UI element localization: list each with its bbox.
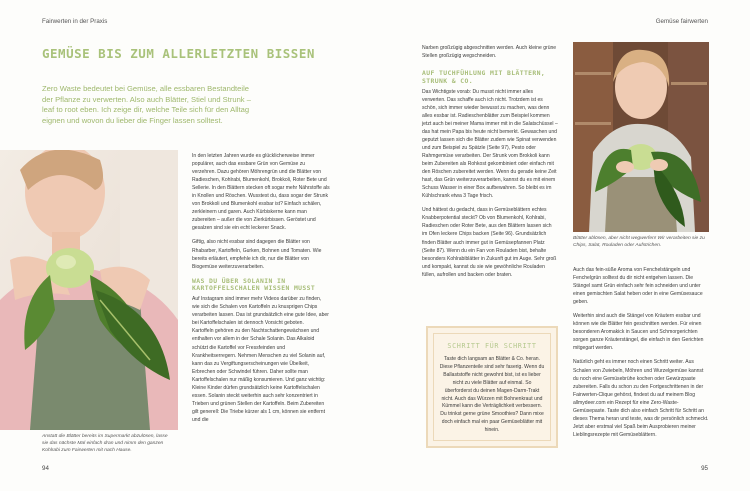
page-number-right: 95	[701, 465, 708, 472]
body-paragraph: Und hättest du gedacht, dass in Gemüseblättern echtes Knabberpotential steckt? Ob von Blumenkohl, Kohlrabi, Radieschen oder Roter Bete, aus den Blättern lassen sich im Ofen leckere Chips backen (Seite 96). Grundsätzlich finden Blätter auch immer gut in Gemüsepfannen Platz (Seite 87). Wenn du ein Fan von Rouladen bist, behalte besonders Kohlrabiblätter in Zukunft gut im Auge. Sehr groß und kompakt, kannst du sie wie gewöhnliche Rouladen füllen, aufrollen und backen oder braten.	[422, 207, 557, 278]
greens-photo-illustration	[573, 42, 709, 232]
body-paragraph: Natürlich geht es immer noch einen Schritt weiter. Aus Schalen von Zwiebeln, Möhren und Wurzelgemüse kannst du noch eine Gemüsebrühe kochen oder Gewürzpaste zubereiten. Falls du schon zu den Fortgeschrittenen in der Fairwerten-Clique gehörst, findest du auf meinem Blog allmydeer.com ein Rezept für eine Zero-Waste-Gemüsepaste. Taste dich also einfach Schritt für Schritt an dieses Thema heran und teste, was dir persönlich schmeckt. Jetzt aber erstmal viel Spaß beim Ausprobieren meiner Lieblingsrezepte mit Gemüseblättern.	[573, 359, 709, 438]
tip-text: Taste dich langsam an Blätter & Co. heran. Diese Pflanzenteile sind sehr faserig. Wenn du Ballaststoffe nicht gewohnt bist, ist es lieber nicht zu viele Blätter auf einmal. So überforderst du deinen Magen-Darm-Trakt nicht. Auch das Würzen mit Bohnenkraut und Kümmel kann die Verträglichkeit verbessern. Du trinkst gerne grüne Smoothies? Dann mixe doch einfach mal ein paar Gemüseblätter mit hinein.	[439, 356, 545, 434]
body-paragraph: Narben großzügig abgeschnitten werden. Auch kleine grüne Stellen großzügig wegschneiden.	[422, 45, 557, 60]
body-column-left	[192, 152, 330, 430]
greens-photo	[573, 42, 709, 232]
kohlrabi-photo	[0, 150, 178, 430]
body-paragraph: Weiterhin sind auch die Stängel von Kräutern essbar und können wie die Blätter fein geschnitten werden. Für einen besonderen Aromakick in Saucen und Schmorgerichten sorgen ganze Kräuterstängel, die einfach in den Gerichten mitgegart werden.	[573, 313, 704, 352]
body-paragraph: Auch das fein-süße Aroma von Fenchelstängeln und Fenchelgrün solltest du dir nicht entgehen lassen. Die Stängel samt Grün einfach sehr fein schneiden und unter einen gemischten Salat heben oder in eine Gemüsesauce geben.	[573, 267, 703, 306]
photo-caption-right: Blätter ablösen, aber nicht wegwerfen! Wir verarbeiten sie zu Chips, Salat, Rouladen oder Aufstrichen.	[573, 236, 705, 248]
page-headline: GEMÜSE BIS ZUM ALLERLETZTEN BISSEN	[42, 46, 315, 61]
subheading-solanin: WAS DU ÜBER SOLANIN IN KARTOFFELSCHALEN WISSEN MUSST	[192, 276, 316, 293]
page-number-left: 94	[42, 465, 49, 472]
tip-title: SCHRITT FÜR SCHRITT	[447, 342, 537, 350]
photo-caption-left: Anstatt die Blätter bereits im Supermarkt abzulösen, lasse sie das nächste Mal einfach dran und nimm den ganzen Kohlrabi zum Fairwerten mit nach Hause.	[42, 434, 168, 453]
lead-paragraph: Zero Waste bedeutet bei Gemüse, alle essbaren Bestandteile der Pflanze zu verwerten. Also auch Blätter, Stiel und Strunk – leaf to root eben. Ich zeige dir, welche Teile sich für den Alltag eignen und wovon du lieber die Finger lassen solltest.	[42, 84, 251, 125]
body-column-right-1	[422, 44, 558, 285]
body-paragraph: Auf Instagram sind immer mehr Videos darüber zu finden, wie sich die Schalen von Kartoffeln zu knusprigen Chips verarbeiten lassen. Das ist grundsätzlich eine gute Idee, aber bei Kartoffelschalen ist dennoch Vorsicht geboten.	[192, 296, 329, 327]
running-head-left: Fairwerten in der Praxis	[42, 18, 108, 25]
running-head-right: Gemüse fairwerten	[655, 18, 708, 25]
body-paragraph: Kartoffeln gehören zu den Nachtschattengewächsen und enthalten vor allem in der Schale Solanin. Das Alkaloid schützt die Kartoffel vor Fressfeinden und Krankheitserregern. Nehmen Menschen zu viel Solanin auf, kann das zu Vergiftungserscheinungen wie Übelkeit, Erbrechen oder Schwindel führen. Daher sollte man Kartoffelschalen nur mäßig konsumieren. Und ganz wichtig: Kleine Kinder dürfen grundsätzlich keine Kartoffelschalen essen. Solanin steckt weiterhin auch sehr konzentriert in Trieben und grünen Stellen der Kartoffeln. Beim Zubereiten gilt generell: Die Triebe kürzer als 1 cm, können sie entfernt und die	[192, 328, 326, 423]
tip-box	[426, 326, 558, 448]
body-paragraph: Das Wichtigste vorab: Du musst nicht immer alles verwerten. Das schaffe auch ich nicht. Trotzdem ist es schön, sich immer wieder bewusst zu machen, was denn alles essbar ist. Radieschenblätter zum Beispiel kommen jetzt auch bei meiner Mama immer mit in die Salatschüssel – das hat mein Papa bis heute nicht bemerkt. Gewaschen und geputzt lassen sich die Blätter zudem wie Spinat verwenden und zum Beispiel zu Spätzle (Seite 97), Pesto oder Rahmgemüse verarbeiten. Der Strunk vom Brokkoli kann beim Zubereiten als Rohkost gekombiniert oder einfach mit den Röschen zubereitet werden. Wenn du gerade keine Zeit hast, das Grün weiterzuverarbeiten, kannst du es mit einem Schuss Wasser in einer Box aufbewahren. So bleibt es im Kühlschrank etwa 3 Tage frisch.	[422, 88, 558, 200]
body-paragraph: Giftig, also nicht essbar sind dagegen die Blätter von Rhabarber, Kartoffeln, Gurken, Bohnen und Tomaten. Wie bereits erläutert, empfehle ich dir, nur die Blätter von Biogemüse weiterzuverarbeiten.	[192, 239, 322, 270]
tip-box-frame	[433, 333, 551, 441]
kohlrabi-photo-illustration	[0, 150, 178, 430]
body-column-right-2	[573, 266, 710, 445]
subheading-leaves: AUF TUCHFÜHLUNG MIT BLÄTTERN, STRUNK & CO.	[422, 69, 546, 85]
body-paragraph: In den letzten Jahren wurde es glücklicherweise immer populärer, auch das essbare Grün von Gemüse zu verzehren. Dazu gehören Möhrengrün und die Blätter von Radieschen, Kohlrabi, Blumenkohl, Brokkoli, Roter Bete und Sellerie. In den Blättern stecken oft sogar mehr Nährstoffe als in Knollen und Röschen. Wusstest du, dass sogar der Strunk von Brokkoli und Blumenkohl essbar ist? Einfach schälen, zerkleinern und garen. Auch Kürbiskerne kann man zubereiten – außer die von Zierkürbissen. Geröstet und gesalzen sind sie ein echt leckerer Snack.	[192, 153, 330, 232]
